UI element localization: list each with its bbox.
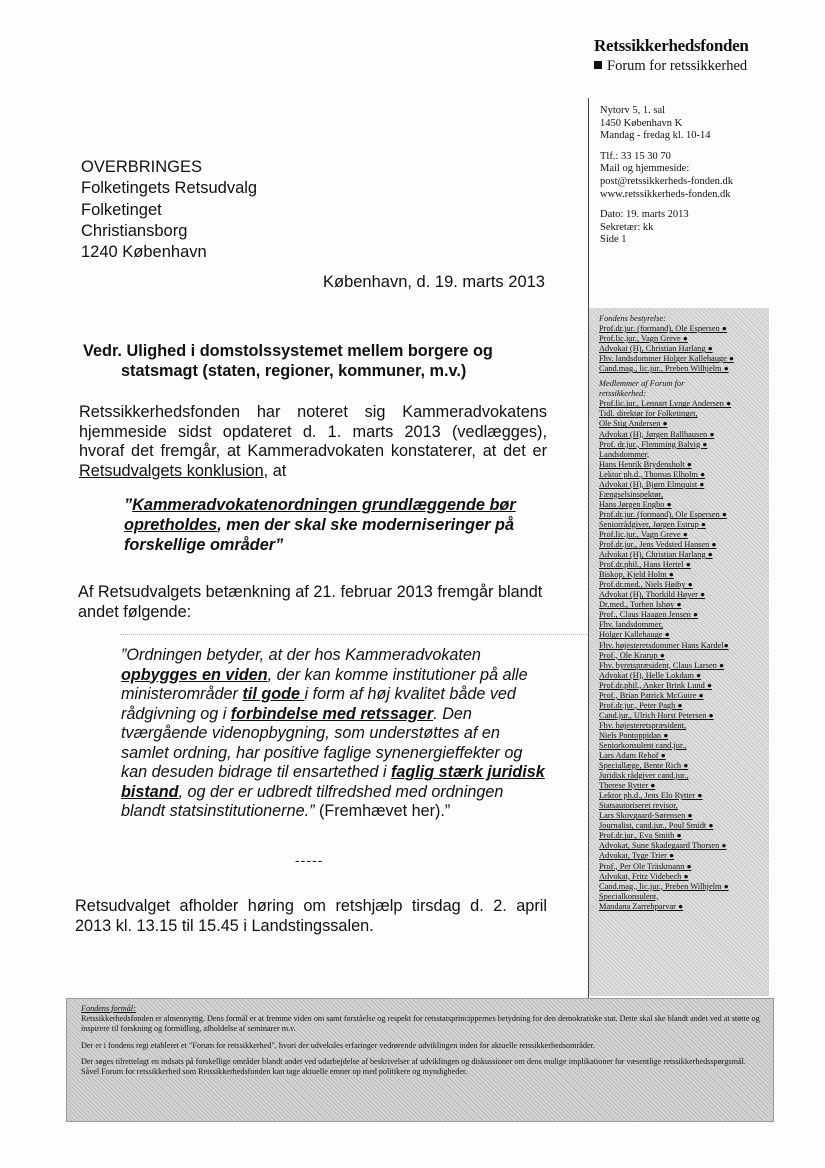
organization-name: Retssikkerhedsfonden bbox=[594, 36, 749, 55]
forum-member: Dr.med., Torben Ishøy ● bbox=[599, 600, 682, 610]
board-member: Prof.lic.jur., Vagn Greve ● bbox=[599, 334, 688, 344]
paragraph-1 bbox=[79, 403, 547, 481]
forum-member: Prof.dr.jur. (formand), Ole Espersen ● bbox=[599, 509, 727, 519]
paragraph-1-text: Retssikkerhedsfonden har noteret sig Kammeradvokatens hjemmeside sidst opdateret d. 1. marts 2013 (vedlægges), hvoraf det fremgår, at Kammeradvokaten konstaterer, at det er bbox=[79, 403, 547, 460]
subject-line2: statsmagt (staten, regioner, kommuner, m.v.) bbox=[121, 362, 467, 380]
board-panel bbox=[589, 308, 769, 996]
board-member: Cand.mag., lic.jur., Preben Wilhjelm ● bbox=[599, 364, 729, 374]
quote-2-part2: , der kan komme institutioner på alle ministerområder bbox=[121, 665, 528, 704]
forum-member: Prof.dr.phil., Anker Brink Lund ● bbox=[599, 680, 712, 690]
forum-member: Lars Adam Rehof ● bbox=[599, 751, 666, 761]
foundation-purpose-box bbox=[66, 998, 774, 1122]
contact-hours: Mandag - fredag kl. 10-14 bbox=[600, 130, 711, 142]
contact-address-line1: Nytorv 5, 1. sal bbox=[600, 105, 666, 116]
forum-member: Advokat (H), Thorkild Høyer ● bbox=[599, 590, 706, 600]
forum-member: Seniorkonsulent cand.jur., bbox=[599, 740, 687, 750]
forum-member: Prof., Brian Patrick McGuire ● bbox=[599, 690, 704, 700]
forum-member: Advokat, Fritz Videbech ● bbox=[599, 871, 689, 881]
paragraph-1-underlined: Retsudvalgets konklusion bbox=[79, 461, 264, 480]
forum-member: Prof.dr.jur., Jens Vedsted Hansen ● bbox=[599, 540, 717, 550]
quote-2 bbox=[121, 646, 546, 822]
forum-member: Advokat, Sune Skadegaard Thorsen ● bbox=[599, 841, 727, 851]
contact-email: post@retssikkerheds-fonden.dk bbox=[600, 175, 734, 187]
footer-paragraph-2: Der er i fondens regi etableret et "Forum for retssikkerhed", hvori der udveksles erfaringer vedrørende udviklingen inden for aktuelle retssikkerhedsområder. bbox=[81, 1040, 595, 1050]
recipient-line4: Christiansborg bbox=[81, 221, 188, 240]
forum-member: Landsdommer, bbox=[599, 449, 650, 459]
forum-member: Speciallæge, Bente Rich ● bbox=[599, 761, 689, 771]
forum-member: Therese Rytter ● bbox=[599, 781, 656, 791]
forum-member: Holger Kallehauge ● bbox=[599, 630, 670, 640]
quote-2-part4: . Den tværgående videnopbygning, som understøttes af en samlet ordning, har positive faglige synenergieffekter og kan desuden bidrage til ensartethed i bbox=[121, 704, 523, 782]
quote-1-rest: , men der skal ske moderniseringer på forskellige områder” bbox=[124, 515, 514, 554]
forum-member: Tidl. direktør for Folketinget, bbox=[599, 409, 698, 419]
quote-1-open: ” bbox=[124, 496, 133, 514]
recipient-line3: Folketinget bbox=[81, 200, 162, 219]
recipient-line1: OVERBRINGES bbox=[81, 158, 203, 176]
footer-heading: Fondens formål: bbox=[81, 1004, 136, 1013]
forum-member: Niels Pontoppidan ● bbox=[599, 730, 669, 740]
forum-member: Prof.dr.jur., Peter Pagh ● bbox=[599, 700, 683, 710]
forum-member: Prof.lic.jur., Vagn Greve ● bbox=[599, 529, 688, 539]
forum-member: Prof. dr.jur., Flemming Balvig ● bbox=[599, 439, 708, 449]
forum-member: Fhv. højesteretspræsident, bbox=[599, 720, 687, 730]
contact-phone: Tlf.: 33 15 30 70 bbox=[600, 150, 671, 162]
quote-2-bold3: forbindelse med retssager bbox=[230, 704, 434, 723]
forum-member: Juridisk rådgiver cand.jur., bbox=[599, 771, 689, 781]
organization-subtitle-text: Forum for retssikkerhed bbox=[607, 58, 748, 74]
paragraph-2: Af Retsudvalgets betænkning af 21. februar 2013 fremgår blandt andet følgende: bbox=[78, 583, 543, 621]
square-bullet-icon bbox=[594, 61, 602, 69]
quote-2-part5: , og der er udbredt tilfredshed med ordningen blandt statsinstitutionerne.” bbox=[121, 782, 504, 821]
contact-address-line2: 1450 København K bbox=[600, 117, 683, 129]
forum-member: Lars Skovgaard-Sørensen ● bbox=[599, 811, 693, 821]
forum-member: Biskop, Kjeld Holm ● bbox=[599, 570, 674, 580]
forum-member: Ole Stig Andersen ● bbox=[599, 419, 668, 429]
contact-mail-label: Mail og hjemmeside: bbox=[600, 163, 690, 175]
forum-member: Prof., Per Ole Träskmann ● bbox=[599, 861, 692, 871]
recipient-address bbox=[81, 157, 257, 263]
forum-member: Advokat (H), Jørgen Ballhausen ● bbox=[599, 429, 715, 439]
forum-heading-line1: Medlemmer af Forum for bbox=[599, 379, 685, 389]
forum-member: Lektor ph.d., Jens Elo Rytter ● bbox=[599, 791, 703, 801]
forum-member: Prof.dr.phil., Hans Hertel ● bbox=[599, 560, 691, 570]
secretary: Sekretær: kk bbox=[600, 221, 654, 233]
forum-member: Prof.dr.med., Niels Høiby ● bbox=[599, 580, 693, 590]
paragraph-3: Retsudvalget afholder høring om retshjælp tirsdag d. 2. april 2013 kl. 13.15 til 15.45 i Landstingssalen. bbox=[75, 897, 547, 935]
quote-2-suffix: (Fremhævet her).” bbox=[314, 802, 451, 821]
contact-website: www.retssikkerheds-fonden.dk bbox=[600, 188, 731, 200]
forum-member: Prof., Ole Krarup ● bbox=[599, 650, 665, 660]
forum-member: Cand.mag., lic.jur., Preben Wilhjelm ● bbox=[599, 881, 729, 891]
forum-member: Lektor ph.d., Thomas Elholm ● bbox=[599, 469, 706, 479]
forum-member: Advokat (H), Bjørn Elmquist ● bbox=[599, 479, 705, 489]
letter-date: Dato: 19. marts 2013 bbox=[600, 209, 689, 221]
quote-2-part3: i form af høj kvalitet både ved rådgivning og i bbox=[121, 685, 516, 723]
paragraph-1-tail: , at bbox=[263, 461, 287, 480]
forum-member: Fhv. højesteretsdommer Hans Kardel● bbox=[599, 640, 729, 650]
forum-member: Journalist, cand.jur., Poul Smidt ● bbox=[599, 821, 714, 831]
board-member: Fhv. landsdommer Holger Kallehauge ● bbox=[599, 354, 734, 364]
forum-member: Fhv. byretspræsident, Claus Larsen ● bbox=[599, 660, 725, 670]
forum-member: Cand.jur., Ulrich Horst Petersen ● bbox=[599, 710, 714, 720]
forum-member: Advokat, Tyge Trier ● bbox=[599, 851, 675, 861]
forum-member: Advokat (H), Helle Lokdam ● bbox=[599, 670, 702, 680]
subject-line1: Vedr. Ulighed i domstolssystemet mellem borgere og bbox=[83, 342, 493, 360]
forum-member: Advokat (H), Christian Harlang ● bbox=[599, 550, 713, 560]
recipient-line2: Folketingets Retsudvalg bbox=[81, 179, 258, 198]
forum-member: Fhv. landsdommer, bbox=[599, 620, 664, 630]
page-number: Side 1 bbox=[600, 234, 627, 246]
forum-member: Hans Henrik Brydensholt ● bbox=[599, 459, 692, 469]
forum-member: Prof.lic.jur., Lennart Lynge Andersen ● bbox=[599, 399, 732, 409]
recipient-line5: 1240 København bbox=[81, 243, 207, 262]
forum-member: Prof., Claus Haagen Jensen ● bbox=[599, 610, 699, 620]
board-member: Prof.dr.jur. (formand), Ole Espersen ● bbox=[599, 324, 727, 334]
forum-member: Prof.dr.jur., Eva Smith ● bbox=[599, 831, 682, 841]
footer-paragraph-1: Retssikkerhedsfonden er almennyttig. Dens formål er at fremme viden om samt forståelse og respekt for retsstatsprincippernes betydning for den demokratiske stat. Dette skal ske blandt andet ved at støtte og inspirere til forskning og formidling, afholdelse af seminarer m.v. bbox=[81, 1014, 760, 1034]
separator: ----- bbox=[295, 852, 324, 868]
forum-member: Hans Jørgen Engbo ● bbox=[599, 499, 672, 509]
forum-member: Seniorrådgiver, Jørgen Estrup ● bbox=[599, 519, 706, 529]
quote-1 bbox=[124, 496, 534, 555]
forum-heading-line2: retssikkerhed: bbox=[599, 389, 646, 399]
forum-member: Statsautoriseret revisor, bbox=[599, 801, 678, 811]
organization-subtitle bbox=[594, 58, 747, 75]
quote-1-underlined: Kammeradvokatenordningen grundlæggende bør opretholdes bbox=[124, 496, 516, 534]
subject-heading bbox=[83, 341, 493, 381]
quote-2-part1: ”Ordningen betyder, at der hos Kammeradvokaten bbox=[121, 646, 481, 664]
faint-rule bbox=[120, 634, 588, 636]
place-date: København, d. 19. marts 2013 bbox=[323, 273, 545, 291]
forum-member: Mandana Zarrehparvar ● bbox=[599, 901, 684, 911]
forum-member: Fængselsinspektør, bbox=[599, 489, 664, 499]
quote-2-bold1: opbygges en viden bbox=[121, 665, 268, 684]
board-heading: Fondens bestyrelse: bbox=[599, 314, 666, 323]
footer-paragraph-3: Der søges tilrettelagt en indsats på forskellige områder blandt andet ved udarbejdelse af beskrivelser af udviklingen og diskussioner om dens mulige implikationer for væsentlige retssikkerhedsspørgsmål. Såvel Forum for retssikkerhed som Retssikkerhedsfonden kan tage aktuelle emner op med politikere og myndigheder. bbox=[81, 1056, 746, 1077]
contact-block bbox=[600, 105, 733, 247]
quote-2-bold2: til gode bbox=[242, 685, 305, 704]
quote-2-bold4: faglig stærk juridisk bistand bbox=[121, 763, 545, 801]
board-member: Advokat (H), Christian Harlang ● bbox=[599, 344, 713, 354]
forum-member: Specialkonsulent, bbox=[599, 891, 659, 901]
